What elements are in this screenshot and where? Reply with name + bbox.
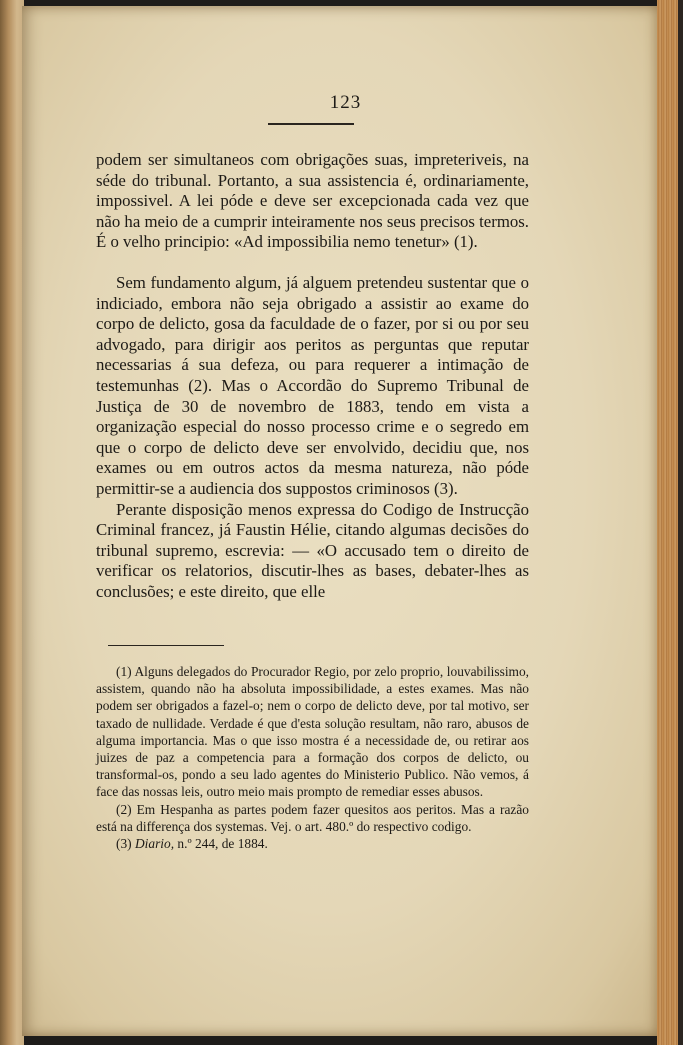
footnote-citation: n.º 244, de 1884. xyxy=(177,836,268,852)
left-page-edge xyxy=(0,0,24,1045)
footnotes xyxy=(96,663,529,852)
footnote: (1) Alguns delegados do Procurador Regio, por zelo proprio, louvabilissimo, assistem, quando não ha absoluta impossibilidade, a estes exames. Mas não podem ser obrigados a fazel-o; nem o corpo de delicto deve, por tal motivo, ser taxado de nullidade. Verdade é que d'esta solução resultam, não raro, abusos de alguma importancia. Mas o que isso mostra é a necessidade de, ou retirar aos juizes de paz a competencia para a formação dos corpos de delicto, ou transformal-os, pondo a seu lado agentes do Ministerio Publico. Não vemos, á face das nossas leis, outro meio mais prompto de remediar esses abusos. xyxy=(96,664,529,800)
paragraph: Perante disposição menos expressa do Codigo de Instrucção Criminal francez, já Faustin Hélie, citando algumas decisões do tribunal supremo, escrevia: — «O accusado tem o direito de verificar os relatorios, discutir-lhes as bases, debater-lhes as conclusões; e este direito, que elle xyxy=(96,499,529,601)
footnote-source: Diario, xyxy=(134,836,175,852)
footnote-separator xyxy=(108,645,224,646)
paragraph: podem ser simultaneos com obrigações suas, impreteriveis, na séde do tribunal. Portanto, a sua assistencia é, ordinariamente, impossivel. A lei póde e deve ser excepcionada cada vez que não ha meio de a cumprir inteiramente nos seus precisos termos. É o velho principio: «Ad impossibilia nemo tenetur» (1). xyxy=(96,150,529,252)
page-number: 123 xyxy=(329,92,362,113)
footnote: (2) Em Hespanha as partes podem fazer quesitos aos peritos. Mas a razão está na differença dos systemas. Vej. o art. 480.º do respectivo codigo. xyxy=(96,801,529,834)
footnote xyxy=(96,835,529,852)
main-text xyxy=(96,150,529,602)
footnote-number: (3) xyxy=(116,836,132,852)
header-rule xyxy=(268,123,354,125)
page-stack-edge xyxy=(657,0,683,1045)
paragraph: Sem fundamento algum, já alguem pretendeu sustentar que o indiciado, embora não seja obrigado a assistir ao exame do corpo de delicto, gosa da faculdade de o fazer, por si ou por seu advogado, para dirigir aos peritos as perguntas que reputar necessarias á sua defeza, ou para requerer a intimação de testemunhas (2). Mas o Accordão do Supremo Tribunal de Justiça de 30 de novembro de 1883, tendo em vista a organização especial do nosso processo crime e o segredo em que o corpo de delicto deve ser envolvido, decidiu que, nos exames ou em outros actos da mesma natureza, não póde permittir-se a audiencia dos suppostos criminosos (3). xyxy=(96,272,529,498)
